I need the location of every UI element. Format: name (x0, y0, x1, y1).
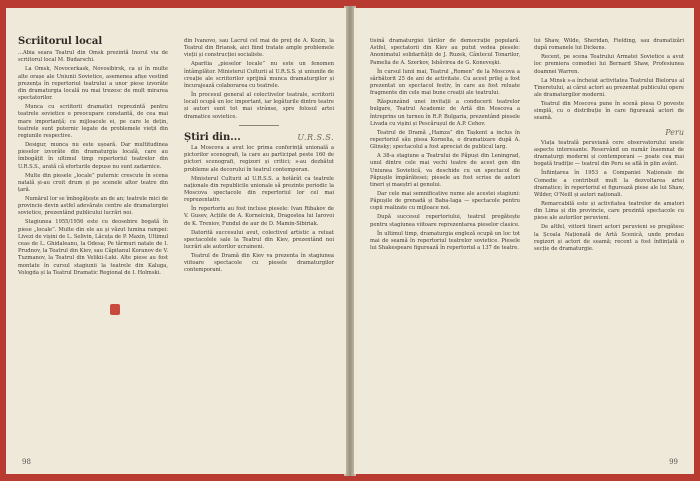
paragraph: Multe din piesele „locale” puternic crescute în scena natală și-au croit drum și pe scenele altor teatre din țară. (18, 172, 168, 194)
paragraph: Recent, pe scena Teatrului Armatei Sovietice a avut loc premiera comediei lui Bernard Shaw, Profesiunea doamnei Warren. (534, 54, 684, 75)
news-item: La Moscova a avut loc prima conferință unională a pictorilor scenografi, la care au participat peste 160 de pictori scenografi, regizori și critici; s-au dezbătut probleme ale decorului în teatrul contemporan. (184, 145, 334, 173)
paragraph: Desigur, munca nu este ușoară. Dar multitudinea pieselor izvorâte din dramaturgia locală, care au îmbogățit în ultimul timp repertoriul teatrelor din U.R.S.S., arată că eforturile depuse nu sunt zadarnice. (18, 142, 168, 170)
paragraph: din Ivanovo, sau Lacrul cel mai de preț de A. Kozin, la Teatrul din Briansk, aici fiind tratate ample problemele vieții și construcției socialiste. (184, 38, 334, 59)
news-country-tag: U.R.S.S. (297, 132, 334, 142)
right-column-2 (534, 38, 684, 255)
news-header (184, 131, 334, 143)
peru-heading: Peru (665, 127, 684, 137)
paragraph: lui Shaw, Wilde, Sheridan, Fielding, sau dramatizări după romanele lui Dickens. (534, 38, 684, 52)
page-number-right: 99 (669, 458, 678, 466)
section-title: Scriitorul local (18, 36, 103, 47)
paragraph: Munca cu scriitorii dramatici reprezintă pentru teatrele sovietice o preocupare constantă, de cea mai mare importanță; cu mijloacele ei, pe care le dețin, teatrele sunt puternic legate de problemele vieții din regiunile respective. (18, 104, 168, 140)
paragraph: În ultimul timp, dramaturgia engleză ocupă un loc tot mai de seamă în repertoriul teatrelor sovietice. Piesele lui Shakespeare figurează în repertoriul a 137 de teatre. (370, 230, 520, 252)
right-column-1 (370, 38, 520, 254)
left-column-2 (184, 38, 334, 276)
paragraph: Înființarea în 1953 a Companiei Naționale de Comedie a contribuit mult la dezvoltarea artei dramatice; în repertoriul ei figurează piese ale lui Shaw, Wilder, O'Neill și autori naționali. (534, 170, 684, 199)
paragraph: Dar cele mai semnificative nume ale acestei stagiuni: Păpușile de grenadă și Baba-Iaga — spectacole pentru copii realizate cu mijloace noi. (370, 191, 520, 212)
paragraph: Răspunzând unei invitații a conducerii teatrelor bulgare, Teatrul Academic de Artă din Moscova a întreprins un turneu în R.P. Bulgaria, prezentând piesele Livada cu vișini și Pescărușul de A.P. Cehov. (370, 99, 520, 127)
left-column-1 (18, 38, 168, 279)
news-item: Datorită succesului avut, colectivul artistic a reluat spectacolele sale la Teatrul din Kiev, prezentând noi lucrări ale autorilor ucraineni. (184, 229, 334, 251)
page-number-left: 98 (22, 458, 31, 466)
paragraph: Teatrul de Dramă „Hamza” din Tașkent a inclus în repertoriul său piesa Kornelia, o dramatizare după A. Glinsky; spectacolul a fost apreciat de publicul larg. (370, 129, 520, 151)
news-item: În repertoriu au fost incluse piesele: Ivan Ribakov de V. Gusev, Acțiile de A. Korneiciuk, Dragostea lui Iarovoi de K. Treniov, Fundul de aur de D. Mamin-Sibiriak. (184, 206, 334, 227)
news-title: Știri din... (184, 131, 241, 143)
paragraph: Numărul lor se îmbogățește an de an; teatrele mici de provincie devin astfel adevărate centre ale dramaturgiei sovietice, prezentând publicului lucrări noi. (18, 196, 168, 217)
paragraph: În cursul lunii mai, Teatrul „Romen” de la Moscova a sărbătorit 25 de ani de activitate. Cu acest prilej a fost prezentat un spectacol festiv, în care au fost reluate fragmente din cele mai bune creații ale teatrului. (370, 68, 520, 97)
right-page (354, 8, 694, 474)
paragraph: A 38-a stagiune a Teatrului de Păpuși din Leningrad, unul dintre cele mai vechi teatre de acest gen din Uniunea Sovietică, va deschide cu un spectacol de Păpușile împărătesei; piesele au fost scrise de autori tineri și maeștri ai genului. (370, 153, 520, 189)
paragraph: Stagiunea 1955/1956 este cu deosebire bogată în piese „locale”. Multe din ele au și văzut lumina rampei: Livezi de vișini de L. Selivin, Lăcuța de P. Maxin, Ultimul ceas de L. Ghidaleanu, la Odesa; Pe tărmuri natale de I. Prudnov, la Teatrul din Kiev, sau Căpitanul Koranov de V. Tuzmanov, la Teatrul din Velikii-Luki. Alte piese au fost montate în cursul stagiunii la teatrele din Kaluga, Vologda și la Teatrul Dramatic Regional de I. Holmski. (18, 219, 168, 276)
paragraph: La Omsk, Novocerkask, Novosibirsk, ca și în multe alte orașe ale Uniunii Sovietice, asemenea afișe vestind prezența în repertoriul teatrului a unor piese izvorâte din dramaturgia locală nu mai trezesc de mult mirarea spectatorilor. (18, 66, 168, 102)
paragraph: tisină dramaturgiei țărilor de democrație populară. Astfel, spectatorii din Kiev au putut vedea piesele: Anonimatul solidarității de J. Ruzek, Cântecul Tonarilor, Pamelia de A. Szerkov, Isbăvirea de G. Koneveşki. (370, 38, 520, 66)
left-page (6, 8, 346, 474)
paragraph: De altfel, viitorii tineri actori peruvieni se pregătesc la Școala Națională de Artă Scenică, unde predau regizori și actori de seamă; recent a fost înființată o secție de dramaturgie. (534, 224, 684, 253)
paragraph: În procesul general al colectivelor teatrale, scriitorii locali ocupă un loc important, iar legăturile dintre teatre și autori sunt tot mai strânse, spre folosul artei dramatice sovietice. (184, 92, 334, 120)
paragraph: După succesul repertoriului, teatrul pregătește pentru stagiunea viitoare reprezentarea pieselor clasice. (370, 214, 520, 228)
paragraph: ...Abia seara Teatrul din Omsk prezintă Inorul via de scriitorul local M. Budarschi. (18, 50, 168, 64)
news-item: Ministerul Culturii al U.R.S.S. a hotărât ca teatrele naționale din republicile unionale să prezinte periodic la Moscova spectacole din repertoriul lor cel mai reprezentativ. (184, 175, 334, 204)
library-stamp-mark (110, 304, 120, 315)
paragraph: Remarcabilă este și activitatea teatrelor de amatori din Lima și din provincie, care prezintă spectacole cu piese ale autorilor peruvieni. (534, 201, 684, 222)
paragraph: La Minsk s-a încheiat activitatea Teatrului Bielorus al Tineretului, ai cărui actori au prezentat publicului opere ale dramaturgilor moderni. (534, 77, 684, 99)
divider (239, 125, 279, 126)
paragraph: Viața teatrală peruviană cere observatorului unele aspecte interesante. Reservând un număr însemnat de dramaturgi moderni și contemporani — poate cea mai bogată tradiție — teatrul din Peru se află în plin avânt. (534, 139, 684, 168)
paragraph: Aparitia „pieselor locale” nu este un fenomen întâmplător. Ministerul Culturii al U.R.S.S. și uniunile de creație ale scriitorilor sprijină munca dramaturgilor și încurajează colaborarea cu teatrele. (184, 61, 334, 90)
paragraph: Teatrul din Moscova pune în scenă piesa O poveste simplă, cu o distribuție în care figurează actori de seamă. (534, 101, 684, 122)
news-item: Teatrul de Dramă din Kiev va prezenta în stagiunea viitoare spectacole cu piesele dramaturgilor contemporani. (184, 253, 334, 274)
